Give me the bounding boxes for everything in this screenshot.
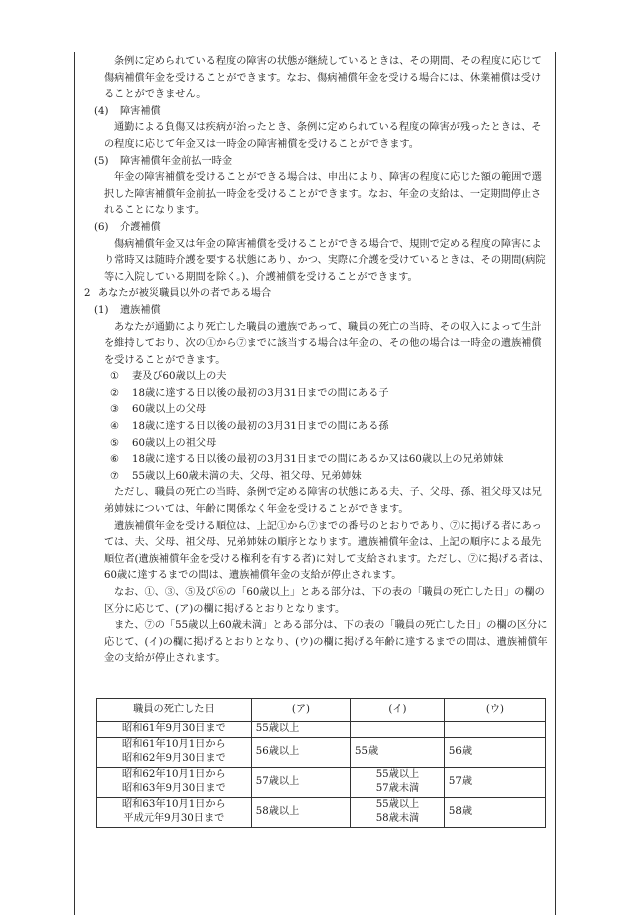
death-date-cell — [97, 797, 252, 827]
date-line: 昭和63年10月1日から — [122, 798, 226, 810]
age-line: 55歳以上 — [375, 768, 420, 780]
header-a: (ア) — [251, 699, 350, 722]
list-text: 妻及び60歳以上の夫 — [132, 371, 227, 383]
section-6-heading — [84, 220, 550, 237]
left-margin-line — [74, 52, 75, 915]
list-marker: ⑥ — [110, 454, 120, 466]
list-text: 55歳以上60歳未満の夫、父母、祖父母、兄弟姉妹 — [132, 470, 362, 482]
list-item — [84, 402, 550, 419]
section-5-body: 年金の障害補償を受けることができる場合は、申出により、障害の程度に応じた額の範囲で選択した障害補償年金前払一時金を受けることができます。なお、年金の支給は、一定期間停止されることになります。 — [104, 172, 542, 217]
proviso-paragraph: ただし、職員の死亡の当時、条例で定める障害の状態にある夫、子、父母、孫、祖父母又は兄弟姉妹については、年齢に関係なく年金を受けることができます。 — [104, 487, 542, 516]
list-item — [84, 436, 550, 453]
section-1-body: あなたが通勤により死亡した職員の遺族であって、職員の死亡の当時、その収入によって生計を維持しており、次の①から⑦までに該当する場合は年金の、その他の場合は一時金の遺族補償を受けることができます。 — [104, 321, 542, 366]
section-title: 障害補償 — [120, 105, 161, 117]
col-u-cell: 58歳 — [444, 797, 545, 827]
col-a-cell: 56歳以上 — [251, 737, 350, 767]
table-row — [97, 797, 546, 827]
section-title: 介護補償 — [120, 221, 161, 233]
col-i-cell — [351, 797, 445, 827]
col-i-cell — [351, 722, 445, 738]
header-death-date: 職員の死亡した日 — [97, 699, 252, 722]
document-body — [84, 54, 550, 668]
eligible-list — [84, 369, 550, 485]
list-marker: ④ — [110, 421, 120, 433]
section-number: (6) — [94, 221, 109, 233]
table-row — [97, 767, 546, 797]
age-line: 55歳 — [355, 745, 379, 757]
priority-paragraph: 遺族補償年金を受ける順位は、上記①から⑦までの番号のとおりであり、⑦に掲げる者にあっては、夫、父母、祖父母、兄弟姉妹の順序となります。遺族補償年金は、上記の順序による最先順位者(遺族補償年金を受ける権利を有する者)に対して支給されます。ただし、⑦に掲げる者は、60歳に達するまでの間は、遺族補償年金の支給が停止されます。 — [104, 520, 550, 582]
death-date-cell — [97, 722, 252, 738]
header-i: (イ) — [351, 699, 445, 722]
age-note-b-paragraph: また、⑦の「55歳以上60歳未満」とある部分は、下の表の「職員の死亡した日」の欄の区分に応じて、(イ)の欄に掲げるとおりとなり、(ウ)の欄に掲げる年齢に達するまでの間は、遺族補償年金の支給が停止されます。 — [104, 620, 548, 665]
table-row — [97, 722, 546, 738]
section-number: (1) — [94, 304, 109, 316]
list-item — [84, 469, 550, 486]
col-a-cell: 58歳以上 — [251, 797, 350, 827]
col-i-cell — [351, 767, 445, 797]
list-item — [84, 369, 550, 386]
list-item — [84, 386, 550, 403]
death-date-cell — [97, 737, 252, 767]
death-date-cell — [97, 767, 252, 797]
col-a-cell: 57歳以上 — [251, 767, 350, 797]
list-item — [84, 452, 550, 469]
col-u-cell — [444, 722, 545, 738]
list-item — [84, 419, 550, 436]
col-u-cell: 56歳 — [444, 737, 545, 767]
list-marker: ⑤ — [110, 437, 120, 449]
list-text: 60歳以上の祖父母 — [132, 437, 217, 449]
list-marker: ⑦ — [110, 470, 120, 482]
list-marker: ① — [110, 371, 120, 383]
right-margin-line — [555, 52, 556, 915]
list-marker: ② — [110, 387, 120, 399]
section-number: (5) — [94, 155, 109, 167]
section-1-heading — [84, 303, 550, 320]
table-header-row — [97, 699, 546, 722]
age-note-a-paragraph: なお、①、③、⑤及び⑥の「60歳以上」とある部分は、下の表の「職員の死亡した日」の欄の区分に応じて、(ア)の欄に掲げるとおりとなります。 — [104, 587, 545, 615]
section-4-heading — [84, 104, 550, 121]
col-i-cell — [351, 737, 445, 767]
section-number: (4) — [94, 105, 109, 117]
date-line: 昭和62年9月30日まで — [122, 753, 226, 764]
section-title: 遺族補償 — [120, 304, 161, 316]
table-row — [97, 737, 546, 767]
header-u: (ウ) — [444, 699, 545, 722]
age-line: 55歳以上 — [375, 798, 420, 810]
list-text: 18歳に達する日以後の最初の3月31日までの間にある子 — [132, 387, 389, 399]
chapter-2-heading — [84, 286, 550, 303]
col-a-cell: 55歳以上 — [251, 722, 350, 738]
list-text: 18歳に達する日以後の最初の3月31日までの間にあるか又は60歳以上の兄弟姉妹 — [132, 454, 504, 466]
date-line: 昭和61年9月30日まで — [122, 723, 226, 734]
paragraph-continued: 条例に定められている程度の障害の状態が継続しているときは、その期間、その程度に応じて傷病補償年金を受けることができます。なお、傷病補償年金を受ける場合には、休業補償は受けることができません。 — [104, 56, 542, 101]
list-text: 18歳に達する日以後の最初の3月31日までの間にある孫 — [132, 421, 389, 433]
list-text: 60歳以上の父母 — [132, 404, 207, 416]
section-5-heading — [84, 154, 550, 171]
age-line: 57歳未満 — [375, 783, 420, 794]
date-line: 昭和61年10月1日から — [122, 738, 226, 750]
col-u-cell: 57歳 — [444, 767, 545, 797]
section-title: 障害補償年金前払一時金 — [120, 155, 233, 167]
date-line: 平成元年9月30日まで — [123, 813, 225, 824]
section-4-body: 通勤による負傷又は疾病が治ったとき、条例に定められている程度の障害が残ったときは、その程度に応じて年金又は一時金の障害補償を受けることができます。 — [104, 122, 542, 150]
age-line: 58歳未満 — [375, 813, 420, 824]
chapter-title: あなたが被災職員以外の者である場合 — [98, 288, 272, 300]
date-line: 昭和63年9月30日まで — [122, 783, 226, 794]
section-6-body: 傷病補償年金又は年金の障害補償を受けることができる場合で、規則で定める程度の障害により常時又は随時介護を要する状態にあり、かつ、実際に介護を受けているときは、その期間(病院等に入院している期間を除く。)、介護補償を受けることができます。 — [104, 238, 546, 283]
age-table — [96, 698, 546, 828]
chapter-number: 2 — [84, 288, 91, 300]
date-line: 昭和62年10月1日から — [122, 768, 226, 780]
list-marker: ③ — [110, 404, 120, 416]
